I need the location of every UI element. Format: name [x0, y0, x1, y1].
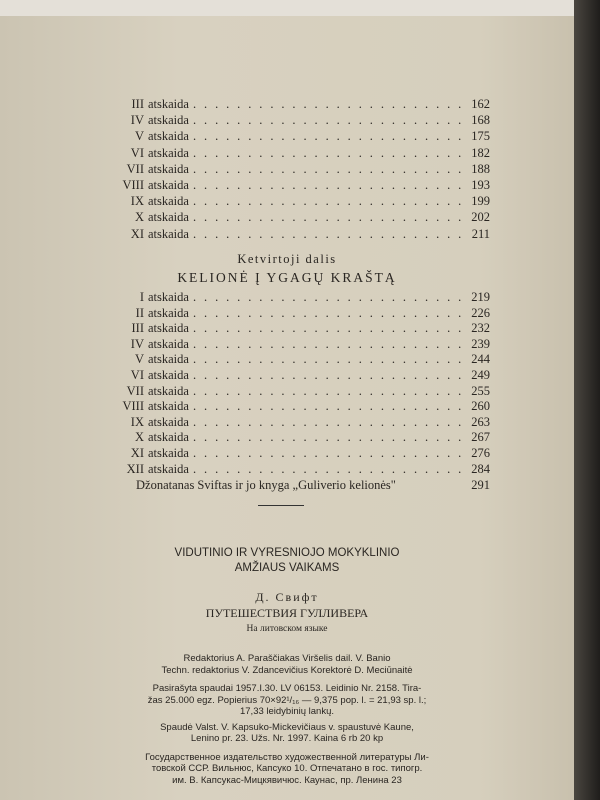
entry-label: atskaida — [148, 305, 189, 320]
entry-number: V — [134, 352, 144, 367]
entry-label: atskaida — [148, 145, 189, 160]
credits-line: Techn. redaktorius V. Zdancevičius Korektorė D. Meciūnaitė — [161, 664, 413, 676]
entry-number: IX — [130, 194, 144, 209]
entry-number: XI — [130, 446, 144, 460]
entry-label: atskaida — [148, 210, 189, 225]
audience-line: AMŽIAUS VAIKAMS — [234, 562, 340, 574]
language-note: На литовском языке — [246, 624, 328, 634]
printer-line: Spaudė Valst. V. Kapsuko-Mickevičiaus v. spaustuvė Kaune, — [160, 721, 414, 733]
entry-number: VII — [126, 161, 144, 176]
toc-entry — [100, 399, 490, 414]
toc-entry-essay — [136, 478, 490, 493]
leader-dots — [193, 227, 462, 242]
entry-label: Džonatanas Sviftas ir jo knyga „Guliverio kelionės" — [136, 478, 396, 492]
toc-entry — [100, 290, 490, 305]
entry-label: atskaida — [148, 430, 189, 445]
toc-entry — [100, 337, 490, 352]
entry-page: 232 — [471, 321, 490, 336]
leader-dots — [193, 430, 462, 445]
leader-dots — [193, 290, 462, 305]
entry-number: IV — [130, 336, 144, 351]
entry-page: 188 — [471, 161, 490, 176]
entry-number: X — [134, 430, 144, 445]
entry-page: 182 — [471, 145, 490, 160]
entry-number: X — [134, 210, 144, 225]
toc-entry — [100, 227, 490, 242]
leader-dots — [193, 97, 462, 112]
toc-entry — [100, 384, 490, 399]
toc-entry — [100, 194, 490, 209]
entry-page: 219 — [471, 290, 490, 304]
leader-dots — [193, 446, 462, 461]
entry-page: 211 — [471, 226, 490, 241]
entry-label: atskaida — [148, 97, 189, 111]
entry-number: VIII — [122, 178, 144, 192]
entry-number: XI — [130, 226, 144, 241]
leader-dots — [193, 210, 462, 225]
toc-entry — [100, 462, 490, 477]
credits-line: Redaktorius A. Paraščiakas Viršelis dail. V. Banio — [183, 653, 391, 664]
entry-label: atskaida — [148, 446, 189, 460]
entry-label: atskaida — [148, 226, 189, 241]
entry-label: atskaida — [148, 290, 189, 304]
entry-label: atskaida — [148, 321, 189, 336]
entry-number: VI — [130, 145, 144, 160]
title-ru: ПУТЕШЕСТВИЯ ГУЛЛИВЕРА — [205, 606, 369, 620]
part-heading: Ketvirtoji dalis — [237, 252, 337, 266]
leader-dots — [193, 178, 462, 193]
toc-entry — [100, 97, 490, 112]
leader-dots — [193, 306, 462, 321]
entry-label: atskaida — [148, 113, 189, 128]
entry-label: atskaida — [148, 414, 189, 429]
entry-number: VI — [130, 368, 144, 382]
entry-page: 193 — [471, 178, 490, 192]
entry-page: 239 — [471, 336, 490, 351]
printer-line: Lenino pr. 23. Užs. Nr. 1997. Kaina 6 rb 20 kp — [190, 733, 384, 744]
entry-page: 267 — [471, 430, 490, 445]
leader-dots — [193, 384, 462, 399]
entry-page: 260 — [471, 399, 490, 414]
leader-dots — [193, 399, 462, 414]
entry-page: 168 — [471, 113, 490, 128]
entry-label: atskaida — [148, 161, 189, 176]
entry-label: atskaida — [148, 368, 189, 382]
publisher-line: Государственное издательство художественной литературы Ли- — [145, 751, 429, 763]
leader-dots — [193, 162, 462, 177]
entry-number: II — [135, 305, 144, 320]
leader-dots — [193, 113, 462, 128]
leader-dots — [193, 321, 462, 336]
entry-number: V — [134, 129, 144, 144]
entry-label: atskaida — [148, 461, 189, 476]
entry-page: 291 — [471, 478, 490, 492]
entry-page: 162 — [471, 97, 490, 111]
entry-page: 249 — [471, 368, 490, 382]
entry-label: atskaida — [148, 399, 189, 414]
leader-dots — [193, 462, 462, 477]
toc-entry — [100, 368, 490, 383]
entry-page: 263 — [471, 414, 490, 429]
divider — [258, 505, 304, 506]
leader-dots — [193, 415, 462, 430]
toc-entry — [100, 162, 490, 177]
entry-number: IX — [130, 414, 144, 429]
entry-label: atskaida — [148, 352, 189, 367]
author-ru: Д. Свифт — [255, 590, 319, 604]
entry-label: atskaida — [148, 129, 189, 144]
entry-number: IV — [130, 113, 144, 128]
toc-entry — [100, 446, 490, 461]
toc-entry — [100, 210, 490, 225]
toc-entry — [100, 430, 490, 445]
publisher-line: товской ССР. Вильнюс, Капсуко 10. Отпечатано в гос. типогр. — [151, 763, 423, 774]
entry-label: atskaida — [148, 383, 189, 398]
entry-page: 202 — [471, 210, 490, 225]
entry-number: III — [131, 321, 144, 336]
leader-dots — [193, 337, 462, 352]
print-info-line: žas 25.000 egz. Popierius 70×92¹/₁₆ — 9,375 pop. l. = 21,93 sp. l.; — [147, 694, 427, 706]
entry-page: 226 — [471, 305, 490, 320]
entry-label: atskaida — [148, 178, 189, 192]
leader-dots — [193, 352, 462, 367]
toc-entry — [100, 129, 490, 144]
entry-page: 175 — [471, 129, 490, 144]
entry-number: XII — [126, 461, 144, 476]
toc-entry — [100, 178, 490, 193]
entry-label: atskaida — [148, 336, 189, 351]
entry-number: VII — [126, 383, 144, 398]
entry-number: I — [139, 290, 144, 304]
entry-page: 244 — [471, 352, 490, 367]
entry-number: VIII — [122, 399, 144, 414]
leader-dots — [193, 129, 462, 144]
entry-label: atskaida — [148, 194, 189, 209]
leader-dots — [193, 146, 462, 161]
entry-page: 199 — [471, 194, 490, 209]
print-info-line: 17,33 leidybinių lankų. — [239, 706, 334, 717]
toc-entry — [100, 146, 490, 161]
part-title: KELIONĖ Į YGAGŲ KRAŠTĄ — [177, 270, 397, 285]
audience-line: VIDUTINIO IR VYRESNIOJO MOKYKLINIO — [174, 547, 400, 559]
leader-dots — [193, 194, 462, 209]
book-spine — [574, 0, 600, 800]
toc-entry — [100, 113, 490, 128]
publisher-line: им. В. Капсукас-Мицкявичюс. Каунас, пр. Ленина 23 — [172, 774, 402, 786]
entry-page: 255 — [471, 383, 490, 398]
entry-number: III — [131, 97, 144, 111]
leader-dots — [193, 368, 462, 383]
entry-page: 284 — [471, 461, 490, 476]
toc-entry — [100, 415, 490, 430]
toc-entry — [100, 352, 490, 367]
toc-entry — [100, 306, 490, 321]
page-edge — [0, 0, 600, 16]
entry-page: 276 — [471, 446, 490, 460]
print-info-line: Pasirašyta spaudai 1957.I.30. LV 06153. Leidinio Nr. 2158. Tira- — [152, 683, 422, 694]
toc-entry — [100, 321, 490, 336]
